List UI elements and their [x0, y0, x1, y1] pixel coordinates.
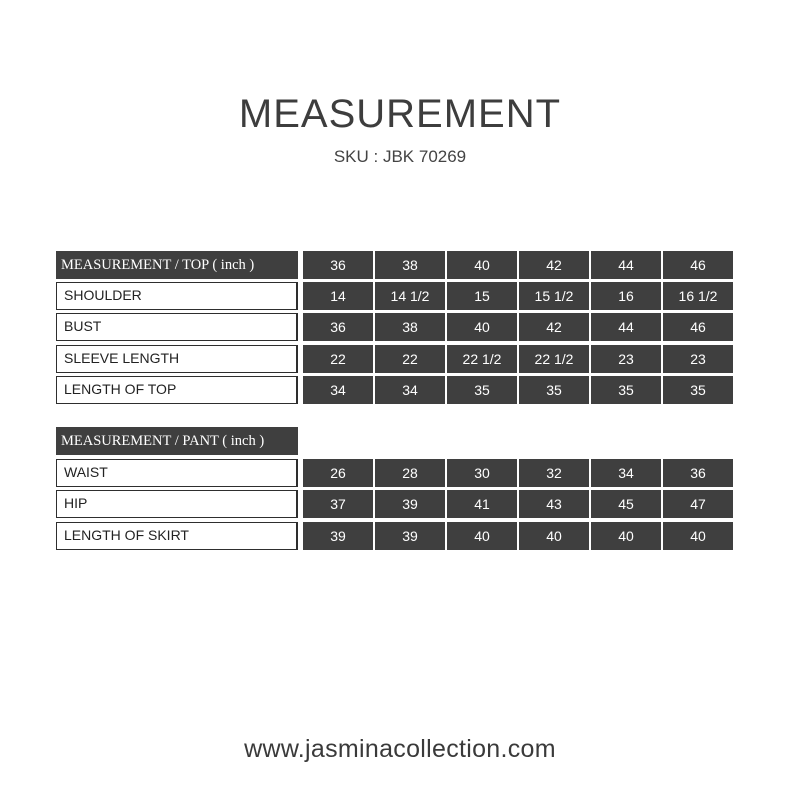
value-cell: 36 [303, 313, 373, 341]
value-cell: 15 1/2 [519, 282, 589, 310]
value-cell: 40 [447, 522, 517, 550]
table-row [56, 282, 736, 310]
value-cell: 35 [591, 376, 661, 404]
value-cell: 22 1/2 [447, 345, 517, 373]
value-cell: 23 [591, 345, 661, 373]
value-cell: 39 [375, 490, 445, 518]
value-cell: 35 [663, 376, 733, 404]
size-cell: 36 [303, 251, 373, 279]
value-cell: 42 [519, 313, 589, 341]
row-label: SHOULDER [56, 282, 298, 310]
value-cell: 15 [447, 282, 517, 310]
row-label: SLEEVE LENGTH [56, 345, 298, 373]
pant-header-row [56, 427, 736, 455]
row-label: WAIST [56, 459, 298, 487]
value-cell: 22 [303, 345, 373, 373]
value-cell: 34 [303, 376, 373, 404]
value-cell: 32 [519, 459, 589, 487]
value-cell: 44 [591, 313, 661, 341]
value-cell: 28 [375, 459, 445, 487]
size-cell: 42 [519, 251, 589, 279]
row-label: LENGTH OF SKIRT [56, 522, 298, 550]
top-header-label: MEASUREMENT / TOP ( inch ) [56, 251, 298, 279]
table-row [56, 345, 736, 373]
top-header-row [56, 251, 736, 279]
value-cell: 16 [591, 282, 661, 310]
table-row [56, 459, 736, 487]
value-cell: 16 1/2 [663, 282, 733, 310]
size-cell: 38 [375, 251, 445, 279]
row-label: LENGTH OF TOP [56, 376, 298, 404]
value-cell: 22 1/2 [519, 345, 589, 373]
value-cell: 39 [303, 522, 373, 550]
value-cell: 39 [375, 522, 445, 550]
value-cell: 34 [591, 459, 661, 487]
value-cell: 38 [375, 313, 445, 341]
value-cell: 41 [447, 490, 517, 518]
value-cell: 47 [663, 490, 733, 518]
sku-label: SKU : JBK 70269 [333, 147, 467, 166]
table-row [56, 313, 736, 341]
value-cell: 14 [303, 282, 373, 310]
table-row [56, 376, 736, 404]
page-title: MEASUREMENT [238, 92, 562, 136]
value-cell: 46 [663, 313, 733, 341]
value-cell: 37 [303, 490, 373, 518]
row-label: HIP [56, 490, 298, 518]
value-cell: 30 [447, 459, 517, 487]
value-cell: 45 [591, 490, 661, 518]
row-label: BUST [56, 313, 298, 341]
value-cell: 35 [519, 376, 589, 404]
size-cell: 40 [447, 251, 517, 279]
value-cell: 22 [375, 345, 445, 373]
website-url: www.jasminacollection.com [244, 735, 556, 763]
value-cell: 14 1/2 [375, 282, 445, 310]
value-cell: 43 [519, 490, 589, 518]
table-row [56, 522, 736, 550]
value-cell: 40 [663, 522, 733, 550]
value-cell: 26 [303, 459, 373, 487]
value-cell: 40 [591, 522, 661, 550]
value-cell: 34 [375, 376, 445, 404]
value-cell: 40 [447, 313, 517, 341]
value-cell: 23 [663, 345, 733, 373]
value-cell: 40 [519, 522, 589, 550]
value-cell: 35 [447, 376, 517, 404]
size-cell: 44 [591, 251, 661, 279]
table-row [56, 490, 736, 518]
value-cell: 36 [663, 459, 733, 487]
size-cell: 46 [663, 251, 733, 279]
pant-header-label: MEASUREMENT / PANT ( inch ) [56, 427, 298, 455]
